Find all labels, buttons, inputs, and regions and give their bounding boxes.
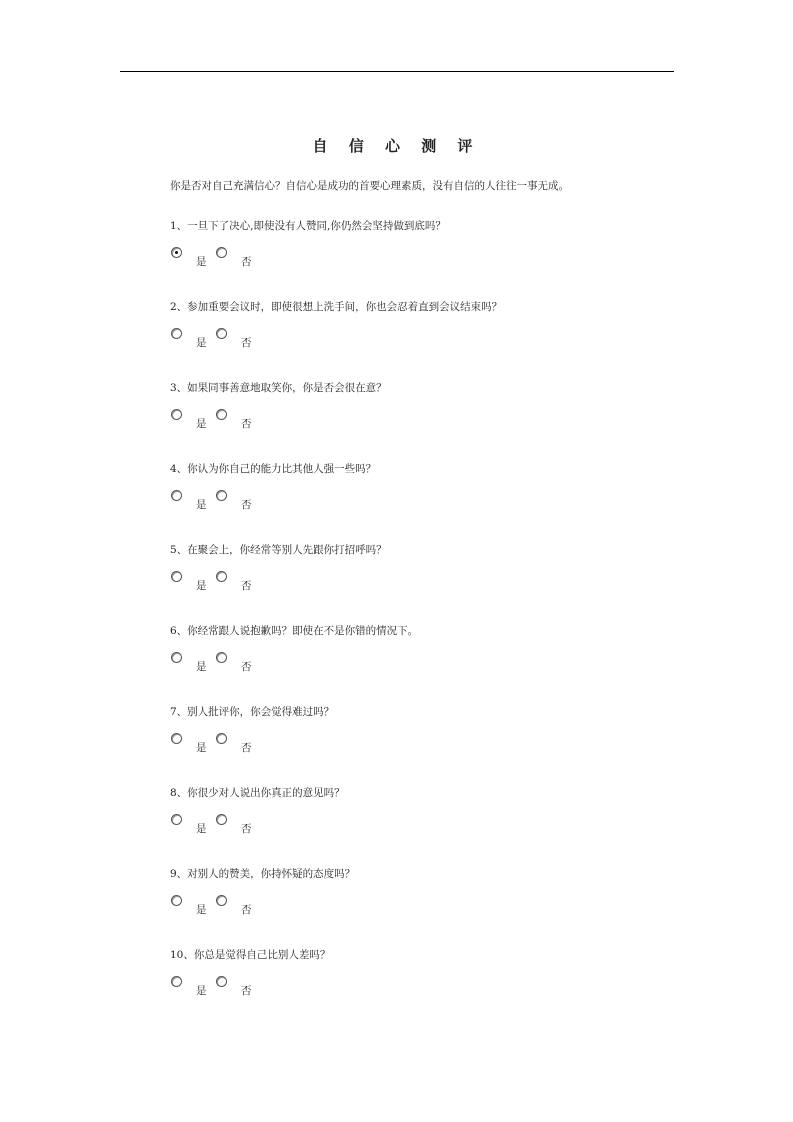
- radio-no[interactable]: [216, 976, 227, 987]
- radio-yes[interactable]: [171, 571, 182, 582]
- option-label-no: 否: [241, 499, 252, 511]
- option-label-no: 否: [241, 985, 252, 997]
- option-label-yes: 是: [196, 985, 207, 997]
- radio-no[interactable]: [216, 409, 227, 420]
- radio-no[interactable]: [216, 652, 227, 663]
- radio-yes[interactable]: [171, 328, 182, 339]
- answer-options: [168, 976, 288, 998]
- answer-options: [168, 733, 288, 755]
- answer-options: [168, 247, 288, 269]
- option-label-yes: 是: [196, 418, 207, 430]
- option-label-yes: 是: [196, 337, 207, 349]
- option-label-yes: 是: [196, 742, 207, 754]
- radio-no[interactable]: [216, 895, 227, 906]
- option-label-yes: 是: [196, 823, 207, 835]
- radio-yes[interactable]: [171, 409, 182, 420]
- option-label-yes: 是: [196, 499, 207, 511]
- radio-yes[interactable]: [171, 814, 182, 825]
- page-title: 自 信 心 测 评: [312, 137, 481, 155]
- radio-yes[interactable]: [171, 895, 182, 906]
- radio-no[interactable]: [216, 733, 227, 744]
- option-label-no: 否: [241, 337, 252, 349]
- option-label-no: 否: [241, 823, 252, 835]
- answer-options: [168, 814, 288, 836]
- question-text: 2、参加重要会议时，即使很想上洗手间，你也会忍着直到会议结束吗？: [170, 301, 503, 313]
- option-label-yes: 是: [196, 904, 207, 916]
- radio-no[interactable]: [216, 247, 227, 258]
- question-text: 4、你认为你自己的能力比其他人强一些吗？: [170, 463, 377, 475]
- radio-yes[interactable]: [171, 652, 182, 663]
- option-label-no: 否: [241, 580, 252, 592]
- question-text: 10、你总是觉得自己比别人差吗？: [170, 949, 331, 961]
- answer-options: [168, 409, 288, 431]
- option-label-no: 否: [241, 418, 252, 430]
- option-label-yes: 是: [196, 661, 207, 673]
- radio-no[interactable]: [216, 814, 227, 825]
- radio-no[interactable]: [216, 328, 227, 339]
- radio-no[interactable]: [216, 571, 227, 582]
- question-text: 8、你很少对人说出你真正的意见吗？: [170, 787, 345, 799]
- option-label-no: 否: [241, 742, 252, 754]
- radio-yes[interactable]: [171, 490, 182, 501]
- answer-options: [168, 652, 288, 674]
- header-rule: [120, 71, 674, 72]
- radio-yes[interactable]: [171, 733, 182, 744]
- radio-no[interactable]: [216, 490, 227, 501]
- answer-options: [168, 490, 288, 512]
- answer-options: [168, 328, 288, 350]
- intro-text: 你是否对自己充满信心？自信心是成功的首要心理素质，没有自信的人往往一事无成。: [170, 180, 569, 192]
- question-text: 3、如果同事善意地取笑你，你是否会很在意？: [170, 382, 387, 394]
- option-label-no: 否: [241, 661, 252, 673]
- question-text: 5、在聚会上，你经常等别人先跟你打招呼吗？: [170, 544, 387, 556]
- option-label-yes: 是: [196, 256, 207, 268]
- radio-yes[interactable]: [171, 976, 182, 987]
- answer-options: [168, 895, 288, 917]
- radio-yes[interactable]: [171, 247, 182, 258]
- answer-options: [168, 571, 288, 593]
- question-text: 1、一旦下了决心,即使没有人赞同,你仍然会坚持做到底吗？: [170, 220, 446, 232]
- option-label-no: 否: [241, 904, 252, 916]
- option-label-yes: 是: [196, 580, 207, 592]
- question-text: 7、别人批评你，你会觉得难过吗？: [170, 706, 335, 718]
- question-text: 6、你经常跟人说抱歉吗？即使在不是你错的情况下。: [170, 625, 419, 637]
- option-label-no: 否: [241, 256, 252, 268]
- question-text: 9、对别人的赞美，你持怀疑的态度吗？: [170, 868, 356, 880]
